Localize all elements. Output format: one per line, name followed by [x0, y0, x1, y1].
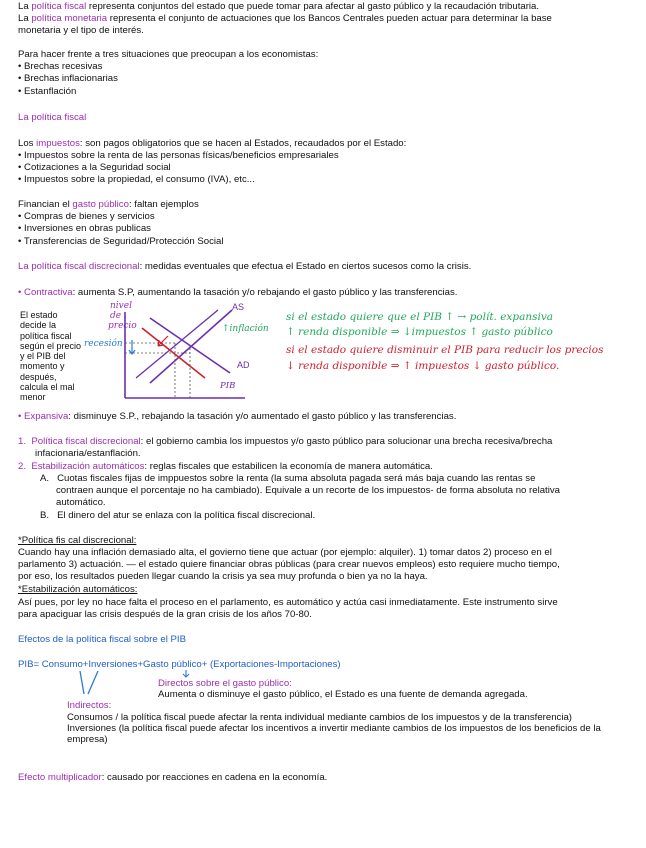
graph-inflacion-label: ↑inflación — [222, 324, 269, 334]
sublist-item-a-cont-2: automático. — [56, 497, 106, 508]
note-text: por eso, los resultados pueden llegar cuando la crisis ya sea muy profunda o bien ya no la haya. — [18, 571, 428, 582]
list-item-2: 2. Estabilización automáticos: reglas fiscales que estabilicen la economía de manera automática. — [18, 461, 433, 472]
list-item: • Brechas inflacionarias — [18, 73, 118, 84]
list-item: • Transferencias de Seguridad/Protección Social — [18, 236, 224, 247]
note-text: Cuando hay una inflación demasiado alta, el govierno tiene que actuar (por ejemplo: alquiler). 1) tomar datos 2) proceso en el — [18, 547, 552, 558]
impuestos-line: Los impuestos: son pagos obligatorios que se hacen al Estados, recaudados por el Estado: — [18, 138, 407, 149]
handwritten-green-1: si el estado quiere que el PIB ↑ → polít. expansiva — [286, 311, 554, 323]
gasto-line: Financian el gasto público: faltan ejemplos — [18, 199, 199, 210]
contractiva-line: • Contractiva: aumenta S.P, aumentando la tasación y/o rebajando el gasto público y las transferencias. — [18, 287, 458, 298]
indirectos-text: empresa) — [67, 734, 108, 745]
sublist-item-a: A. Cuotas fiscales fijas de imppuestos sobre la renta (la suma absoluta pagada será más baja cuando las rentas se — [40, 473, 536, 484]
graph-ad-label: AD — [237, 360, 250, 370]
intro-line-3: monetaria y el tipo de interés. — [18, 25, 144, 36]
list-item: • Inversiones en obras publicas — [18, 223, 151, 234]
discrecional-line: La política fiscal discrecional: medidas eventuales que efectua el Estado en ciertos sucesos como la crisis. — [18, 261, 472, 272]
arrow-down — [129, 340, 135, 354]
directos-heading: Directos sobre el gasto público: — [158, 678, 292, 689]
intro-line-2: La política monetaria representa el conjunto de actuaciones que los Bancos Centrales pueden actuar para determinar la base — [18, 13, 552, 24]
graph-ylabel-1: nivel — [110, 301, 132, 311]
note-text: parlamento 3) actuación. — el estado quiere financiar obras públicas (para crear nuevos empleos) esto requiere mucho tiempo, — [18, 559, 560, 570]
list-item: • Impuestos sobre la renta de las personas físicas/beneficios empresariales — [18, 150, 339, 161]
list-item: • Impuestos sobre la propiedad, el consumo (IVA), etc... — [18, 174, 255, 185]
note-heading-discrecional: *Política fis cal discrecional: — [18, 535, 137, 546]
list-item: • Cotizaciones a la Seguridad social — [18, 162, 171, 173]
graph-as-label: AS — [232, 302, 245, 312]
list-item: • Estanflación — [18, 86, 77, 97]
directos-text: Aumenta o disminuye el gasto público, el Estado es una fuente de demanda agregada. — [158, 689, 528, 700]
note-text: para apaciguar las crisis después de la gran crisis de los años 70-80. — [18, 609, 312, 620]
note-text: Así pues, por ley no hace falta el proceso en el parlamento, es automático y actúa casi inmediatamente. Este instrumento sirve — [18, 597, 558, 608]
multiplicador-line: Efecto multiplicador: causado por reacciones en cadena en la economía. — [18, 772, 328, 783]
indirectos-text: Inversiones (la política fiscal puede afectar los incentivos a invertir mediante cambios de los impuestos de los beneficios de la — [67, 723, 601, 734]
graph-pib-label: PIB — [220, 381, 236, 391]
list-item: • Brechas recesivas — [18, 61, 103, 72]
pib-formula: PIB= Consumo+Inversiones+Gasto público+ (Exportaciones-Importaciones) — [18, 659, 341, 670]
indirectos-heading: Indirectos: — [67, 700, 112, 711]
handwritten-green-2: ↑ renda disponible ⇒ ↓impuestos ↑ gasto público — [286, 326, 553, 338]
list-item: • Compras de bienes y servicios — [18, 211, 155, 222]
section-title-efectos: Efectos de la política fiscal sobre el PIB — [18, 634, 186, 645]
side-note: El estado decide la política fiscal según el precio y el PIB del momento y después, calcula el mal menor — [20, 310, 82, 403]
handwritten-red-2: ↓ renda disponible ⇒ ↑ impuestos ↓ gasto público. — [286, 360, 560, 372]
as-ad-graph — [80, 298, 270, 408]
concerns-title: Para hacer frente a tres situaciones que preocupan a los economistas: — [18, 49, 319, 60]
sublist-item-b: B. El dinero del atur se enlaza con la política fiscal discrecional. — [40, 510, 316, 521]
intro-line-1: La política fiscal representa conjuntos del estado que puede tomar para afectar al gasto público y la recaudación tributaria. — [18, 1, 540, 12]
graph-ylabel-3: precio — [108, 321, 137, 331]
sublist-item-a-cont-1: contraen aunque el porcentaje no ha cambiado). Equivale a un recorte de los impuestos- de forma absoluta no relativa — [56, 485, 560, 496]
graph-ylabel-2: de — [110, 311, 122, 321]
handwritten-red-1: si el estado quiere disminuir el PIB para reducir los precios — [286, 344, 604, 356]
list-item-1-cont: infacionaria/estanflación. — [35, 448, 141, 459]
as-curve-shift — [136, 310, 218, 378]
section-title-politica-fiscal: La política fiscal — [18, 112, 87, 123]
expansiva-line: • Expansiva: disminuye S.P., rebajando la tasación y/o aumentado el gasto público y las transferencias. — [18, 411, 457, 422]
graph-recesion-label: recesión — [84, 339, 123, 349]
indirectos-text: Consumos / la política fiscal puede afectar la renta individual mediante cambios de los impuestos y de la transferencia) — [67, 712, 573, 723]
list-item-1: 1. Política fiscal discrecional: el gobierno cambia los impuestos y/o gasto público para solucionar una brecha recesiva/brecha — [18, 436, 553, 447]
note-heading-automaticos: *Estabilización automáticos: — [18, 584, 138, 595]
